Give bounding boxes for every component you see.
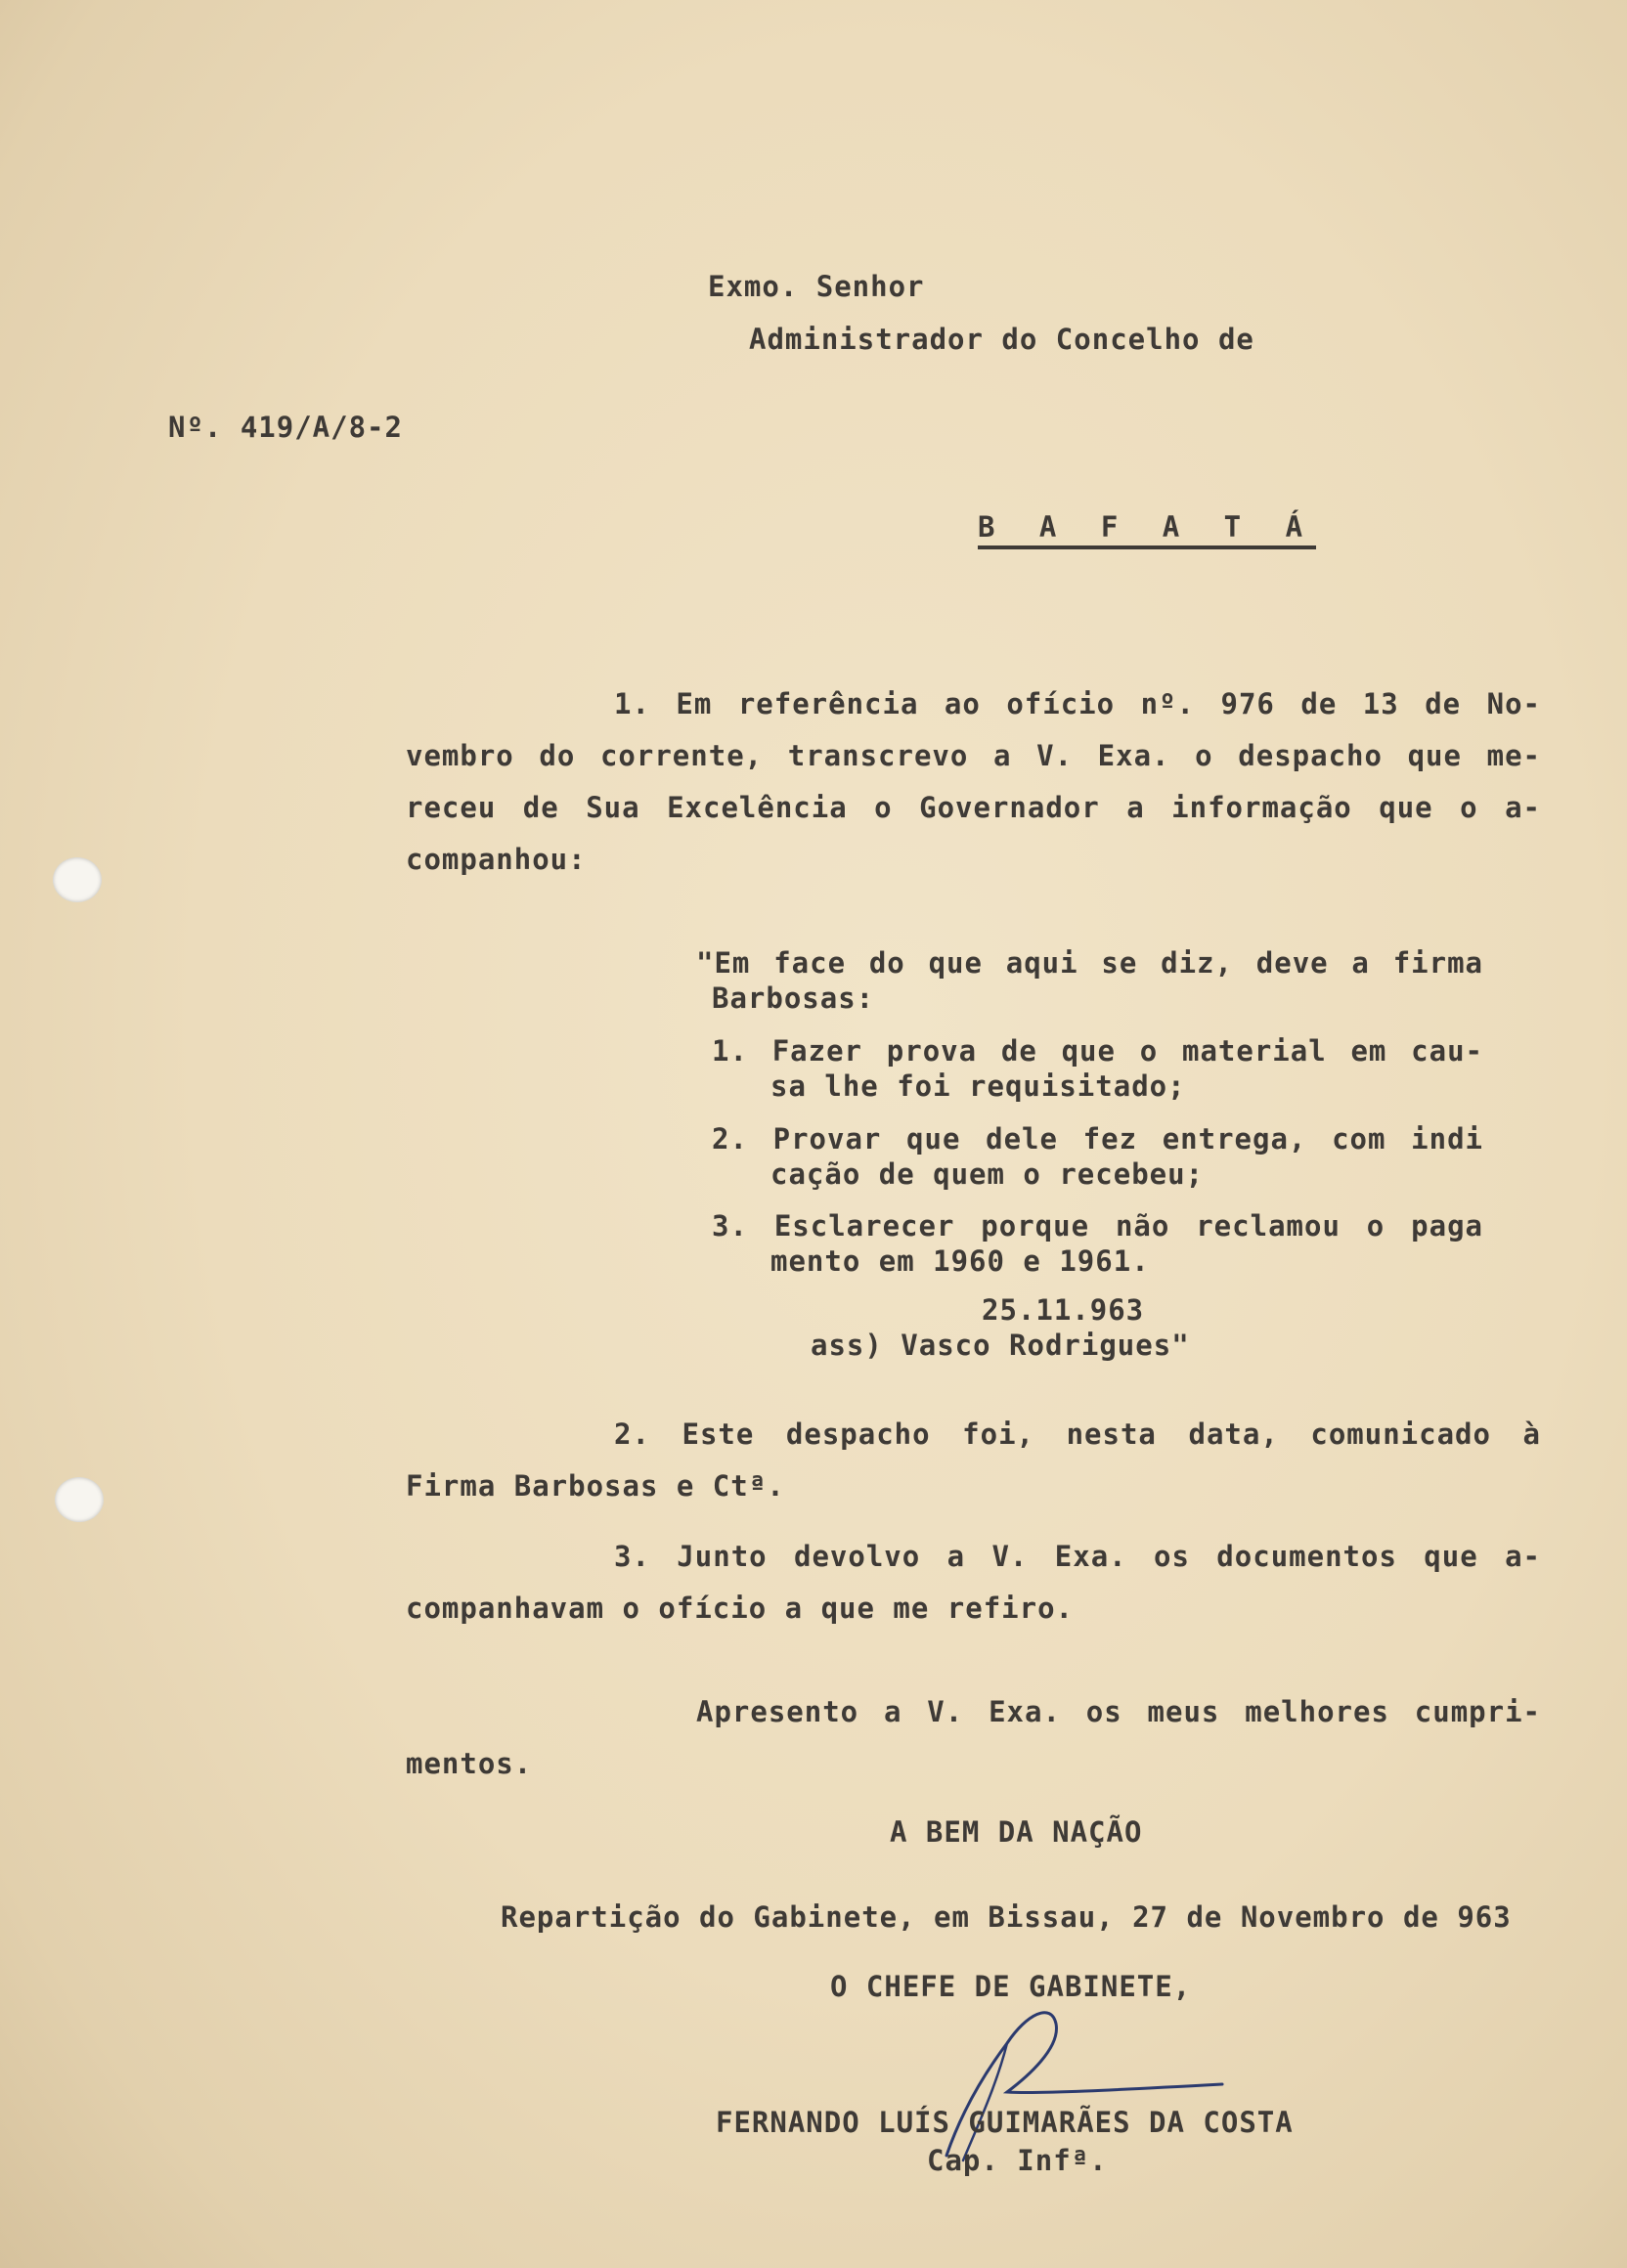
signatory-rank: Cap. Infª.	[927, 2144, 1108, 2177]
quote-item-1-line-2: sa lhe foi requisitado;	[770, 1069, 1186, 1103]
place-and-date: Repartição do Gabinete, em Bissau, 27 de Novembro de 963	[501, 1900, 1512, 1934]
quote-item-1-line-1: 1. Fazer prova de que o material em cau-	[712, 1034, 1483, 1068]
quote-date: 25.11.963	[982, 1293, 1145, 1327]
paragraph-2-line-1: 2. Este despacho foi, nesta data, comunicado à	[614, 1418, 1541, 1451]
reference-number: Nº. 419/A/8-2	[168, 411, 403, 444]
paragraph-2-line-2: Firma Barbosas e Ctª.	[406, 1469, 785, 1503]
signatory-title: O CHEFE DE GABINETE,	[830, 1970, 1192, 2003]
handwritten-signature	[919, 1975, 1232, 2170]
punch-hole-top	[53, 857, 102, 902]
motto: A BEM DA NAÇÃO	[890, 1815, 1143, 1849]
signatory-name: FERNANDO LUÍS GUIMARÃES DA COSTA	[716, 2106, 1294, 2139]
quote-item-3-line-1: 3. Esclarecer porque não reclamou o paga	[712, 1209, 1483, 1243]
quote-intro-line-1: "Em face do que aqui se diz, deve a firma	[696, 946, 1483, 980]
punch-hole-bottom	[55, 1477, 104, 1522]
quote-item-2-line-2: cação de quem o recebeu;	[770, 1157, 1205, 1191]
recipient: Administrador do Concelho de	[749, 323, 1254, 356]
paragraph-1-line-4: companhou:	[406, 843, 587, 876]
paragraph-1-line-3: receu de Sua Excelência o Governador a informação que o a-	[406, 791, 1541, 824]
paragraph-1-line-1: 1. Em referência ao ofício nº. 976 de 13 de No-	[614, 687, 1541, 720]
paragraph-1-line-2: vembro do corrente, transcrevo a V. Exa. o despacho que me-	[406, 739, 1541, 772]
place-heading: B A F A T Á	[978, 510, 1316, 549]
quote-item-3-line-2: mento em 1960 e 1961.	[770, 1244, 1150, 1278]
quote-signed: ass) Vasco Rodrigues"	[811, 1329, 1190, 1362]
paragraph-3-line-1: 3. Junto devolvo a V. Exa. os documentos que a-	[614, 1540, 1541, 1573]
quote-intro-line-2: Barbosas:	[712, 981, 875, 1015]
closing-line-2: mentos.	[406, 1747, 533, 1780]
salutation: Exmo. Senhor	[708, 270, 925, 303]
closing-line-1: Apresento a V. Exa. os meus melhores cumpri-	[696, 1695, 1541, 1728]
paragraph-3-line-2: companhavam o ofício a que me refiro.	[406, 1592, 1075, 1625]
quote-item-2-line-1: 2. Provar que dele fez entrega, com indi	[712, 1122, 1483, 1156]
